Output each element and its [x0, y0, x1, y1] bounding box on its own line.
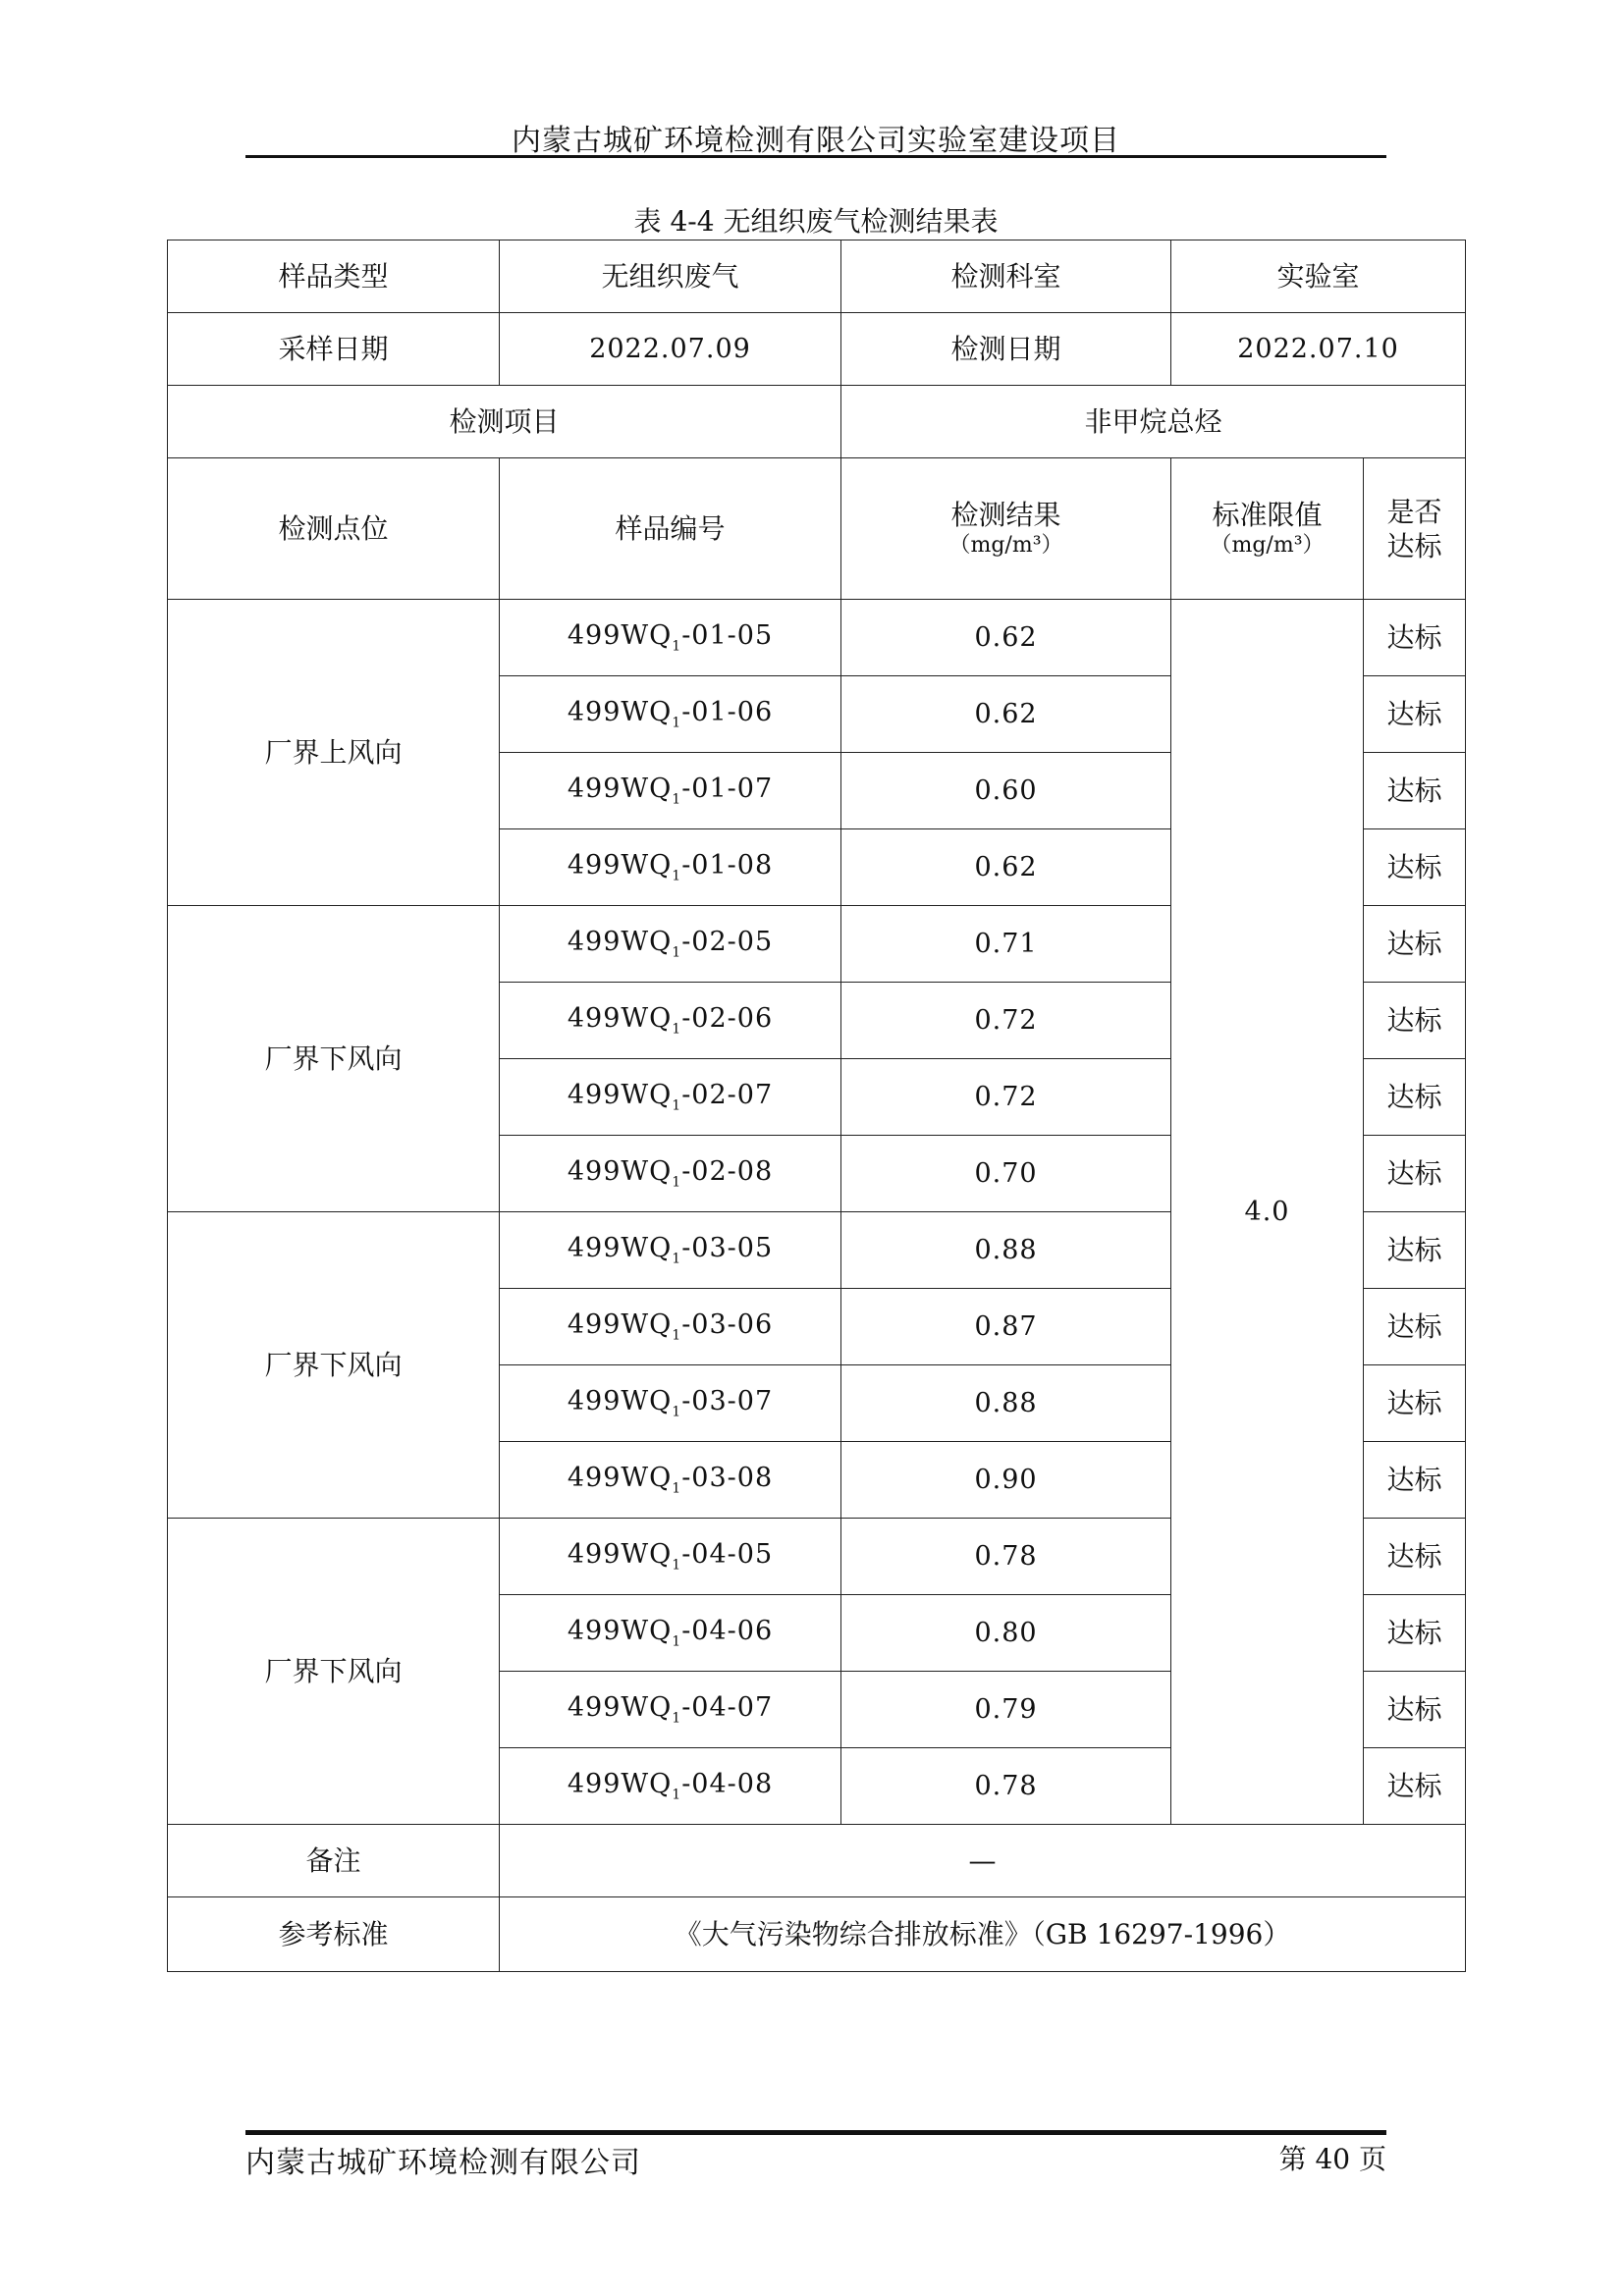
sample-no-cell: [500, 676, 841, 753]
test-date-label: 检测日期: [841, 313, 1171, 386]
remarks-label: 备注: [168, 1825, 500, 1897]
sample-no-sub: 1: [672, 1787, 682, 1803]
point-cell: 厂界上风向: [168, 600, 500, 906]
item-value: 非甲烷总烃: [841, 386, 1466, 458]
result-cell: 0.70: [841, 1136, 1171, 1212]
col-point-header: 检测点位: [168, 458, 500, 600]
sample-no-cell: [500, 1289, 841, 1365]
result-cell: 0.71: [841, 906, 1171, 983]
col-limit-unit: （mg/m³）: [1210, 533, 1325, 559]
sample-no-prefix: 499WQ: [567, 1769, 673, 1800]
sample-no-prefix: 499WQ: [567, 850, 673, 881]
test-date-value: 2022.07.10: [1171, 313, 1466, 386]
sample-no-suffix: -02-07: [681, 1080, 774, 1111]
result-cell: 0.88: [841, 1365, 1171, 1442]
result-cell: 0.79: [841, 1672, 1171, 1748]
pass-cell: 达标: [1364, 983, 1466, 1059]
pass-cell: 达标: [1364, 1289, 1466, 1365]
sample-no-suffix: -04-07: [681, 1692, 774, 1724]
sample-no-suffix: -03-05: [681, 1233, 774, 1264]
sampling-date-value: 2022.07.09: [500, 313, 841, 386]
sample-no-cell: [500, 753, 841, 829]
footer-page-number: 第 40 页: [1278, 2143, 1386, 2175]
reference-value: 《大气污染物综合排放标准》（GB 16297-1996）: [500, 1897, 1466, 1972]
sample-no-prefix: 499WQ: [567, 1156, 673, 1188]
footer-company: 内蒙古城矿环境检测有限公司: [245, 2146, 641, 2180]
pass-cell: 达标: [1364, 600, 1466, 676]
result-cell: 0.78: [841, 1748, 1171, 1825]
sample-no-suffix: -02-06: [681, 1003, 774, 1035]
sample-no-sub: 1: [672, 944, 682, 961]
col-limit-header: [1171, 458, 1364, 600]
sample-no-prefix: 499WQ: [567, 1616, 673, 1647]
sample-no-cell: [500, 1748, 841, 1825]
sample-no-sub: 1: [672, 1480, 682, 1497]
pass-cell: 达标: [1364, 1136, 1466, 1212]
table-caption: 表 4-4 无组织废气检测结果表: [633, 205, 999, 238]
col-pass-line2: 达标: [1386, 529, 1442, 562]
sample-no-suffix: -03-07: [681, 1386, 774, 1417]
sample-type-value: 无组织废气: [500, 240, 841, 313]
pass-cell: 达标: [1364, 1519, 1466, 1595]
reference-label: 参考标准: [168, 1897, 500, 1972]
sample-no-prefix: 499WQ: [567, 1539, 673, 1571]
sample-no-prefix: 499WQ: [567, 1080, 673, 1111]
sample-no-sub: 1: [672, 1633, 682, 1650]
pass-cell: 达标: [1364, 1365, 1466, 1442]
pass-cell: 达标: [1364, 1672, 1466, 1748]
sample-no-cell: [500, 1212, 841, 1289]
sample-no-cell: [500, 1595, 841, 1672]
result-cell: 0.90: [841, 1442, 1171, 1519]
sample-no-suffix: -01-07: [681, 774, 774, 805]
sample-no-cell: [500, 1442, 841, 1519]
sample-no-sub: 1: [672, 791, 682, 808]
sample-no-cell: [500, 1365, 841, 1442]
sample-no-prefix: 499WQ: [567, 927, 673, 958]
sample-no-prefix: 499WQ: [567, 774, 673, 805]
info-row-2: [168, 313, 1466, 386]
col-pass-line1: 是否: [1386, 495, 1442, 528]
pass-cell: 达标: [1364, 1595, 1466, 1672]
result-cell: 0.87: [841, 1289, 1171, 1365]
sample-no-sub: 1: [672, 1097, 682, 1114]
result-cell: 0.62: [841, 676, 1171, 753]
col-result-unit: （mg/m³）: [948, 533, 1063, 559]
sample-no-prefix: 499WQ: [567, 620, 673, 652]
pass-cell: 达标: [1364, 1059, 1466, 1136]
sample-no-suffix: -02-08: [681, 1156, 774, 1188]
remarks-value: —: [500, 1825, 1466, 1897]
lab-label: 检测科室: [841, 240, 1171, 313]
result-cell: 0.60: [841, 753, 1171, 829]
sample-no-prefix: 499WQ: [567, 1463, 673, 1494]
pass-cell: 达标: [1364, 1442, 1466, 1519]
result-cell: 0.88: [841, 1212, 1171, 1289]
sampling-date-label: 采样日期: [168, 313, 500, 386]
sample-no-cell: [500, 600, 841, 676]
col-sample-no-header: 样品编号: [500, 458, 841, 600]
sample-no-prefix: 499WQ: [567, 1233, 673, 1264]
sample-no-sub: 1: [672, 868, 682, 884]
col-pass-header: [1364, 458, 1466, 600]
sample-no-suffix: -02-05: [681, 927, 774, 958]
sample-no-sub: 1: [672, 1021, 682, 1038]
result-cell: 0.72: [841, 1059, 1171, 1136]
sample-no-prefix: 499WQ: [567, 1003, 673, 1035]
sample-no-cell: [500, 983, 841, 1059]
sample-no-sub: 1: [672, 638, 682, 655]
result-cell: 0.78: [841, 1519, 1171, 1595]
reference-row: [168, 1897, 1466, 1972]
results-table: [167, 240, 1466, 1972]
sample-no-prefix: 499WQ: [567, 1692, 673, 1724]
sample-no-suffix: -03-08: [681, 1463, 774, 1494]
col-limit-title: 标准限值: [1212, 499, 1323, 532]
sample-no-cell: [500, 906, 841, 983]
sample-no-prefix: 499WQ: [567, 1309, 673, 1341]
sample-type-label: 样品类型: [168, 240, 500, 313]
pass-cell: 达标: [1364, 1748, 1466, 1825]
point-cell: 厂界下风向: [168, 1519, 500, 1825]
sample-no-suffix: -04-08: [681, 1769, 774, 1800]
point-cell: 厂界下风向: [168, 906, 500, 1212]
pass-cell: 达标: [1364, 906, 1466, 983]
item-row: [168, 386, 1466, 458]
col-result-header: [841, 458, 1171, 600]
pass-cell: 达标: [1364, 829, 1466, 906]
result-cell: 0.62: [841, 829, 1171, 906]
result-cell: 0.80: [841, 1595, 1171, 1672]
sample-no-suffix: -04-06: [681, 1616, 774, 1647]
sample-no-cell: [500, 1519, 841, 1595]
sample-no-sub: 1: [672, 1710, 682, 1727]
sample-no-sub: 1: [672, 715, 682, 731]
standard-limit-cell: 4.0: [1171, 600, 1364, 1825]
sample-no-sub: 1: [672, 1327, 682, 1344]
sample-no-cell: [500, 1672, 841, 1748]
sample-no-cell: [500, 1059, 841, 1136]
sample-no-sub: 1: [672, 1251, 682, 1267]
result-cell: 0.72: [841, 983, 1171, 1059]
col-result-title: 检测结果: [950, 499, 1061, 532]
table-row: [168, 600, 1466, 676]
sample-no-suffix: -01-05: [681, 620, 774, 652]
sample-no-sub: 1: [672, 1557, 682, 1574]
footer-divider: [245, 2130, 1386, 2135]
sample-no-prefix: 499WQ: [567, 1386, 673, 1417]
pass-cell: 达标: [1364, 753, 1466, 829]
item-label: 检测项目: [168, 386, 841, 458]
sample-no-suffix: -01-08: [681, 850, 774, 881]
result-cell: 0.62: [841, 600, 1171, 676]
info-row-1: [168, 240, 1466, 313]
sample-no-suffix: -01-06: [681, 697, 774, 728]
sample-no-cell: [500, 1136, 841, 1212]
point-cell: 厂界下风向: [168, 1212, 500, 1519]
sample-no-sub: 1: [672, 1174, 682, 1191]
lab-value: 实验室: [1171, 240, 1466, 313]
sample-no-prefix: 499WQ: [567, 697, 673, 728]
page-header-title: 内蒙古城矿环境检测有限公司实验室建设项目: [512, 124, 1120, 158]
column-header-row: [168, 458, 1466, 600]
pass-cell: 达标: [1364, 1212, 1466, 1289]
header-divider: [245, 155, 1386, 158]
sample-no-suffix: -03-06: [681, 1309, 774, 1341]
remarks-row: [168, 1825, 1466, 1897]
pass-cell: 达标: [1364, 676, 1466, 753]
sample-no-sub: 1: [672, 1404, 682, 1420]
sample-no-cell: [500, 829, 841, 906]
sample-no-suffix: -04-05: [681, 1539, 774, 1571]
